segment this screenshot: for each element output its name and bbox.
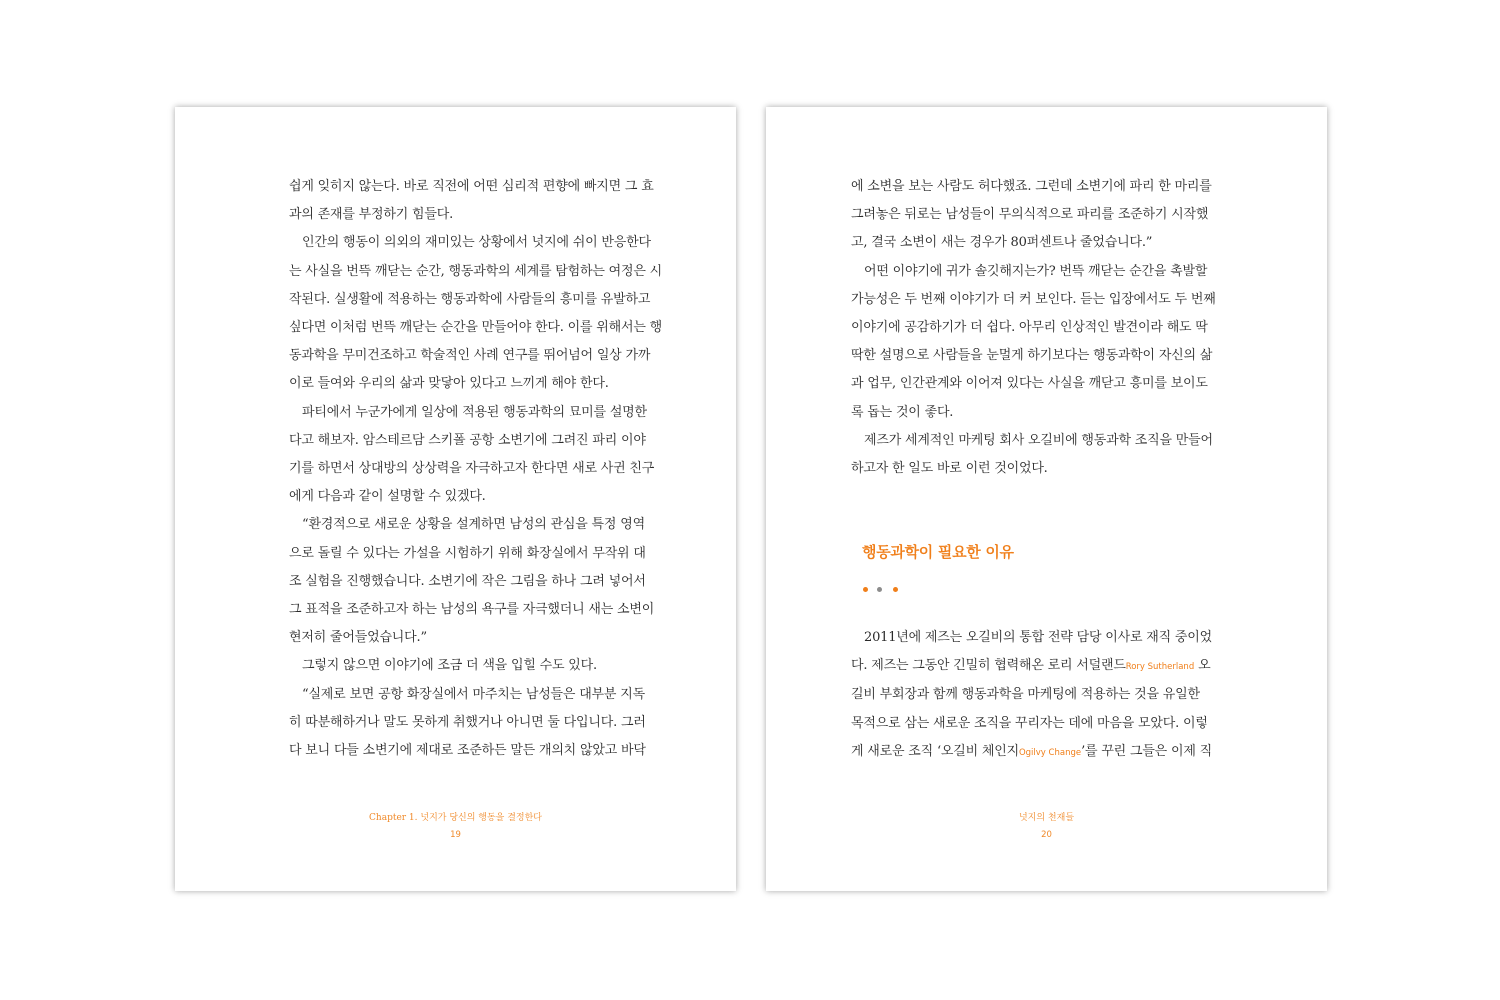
left-page [175, 107, 736, 891]
text-line: 그렇지 않으면 이야기에 조금 더 색을 입힐 수도 있다. [302, 658, 597, 674]
text-line: 하고자 한 일도 바로 이런 것이었다. [851, 461, 1048, 477]
text-line: 현저히 줄어들었습니다.” [289, 630, 427, 646]
text-line: 그 표적을 조준하고자 하는 남성의 욕구를 자극했더니 새는 소변이 [289, 602, 655, 618]
text-line: “환경적으로 새로운 상황을 설계하면 남성의 관심을 특정 영역 [302, 517, 645, 533]
text-line: 인간의 행동이 의외의 재미있는 상황에서 넛지에 쉬이 반응한다 [302, 235, 651, 251]
left-page-body [289, 173, 662, 765]
running-title: Chapter 1. 넛지가 당신의 행동을 결정한다 [369, 813, 542, 823]
text-line: 록 돕는 것이 좋다. [851, 404, 954, 420]
text-line: 에 소변을 보는 사람도 허다했죠. 그런데 소변기에 파리 한 마리를 [851, 179, 1212, 194]
text-line: 동과학을 무미건조하고 학술적인 사례 연구를 뛰어넘어 일상 가까 [289, 348, 651, 364]
text-span: 다. 제즈는 그동안 긴밀히 협력해온 로리 서덜랜드 [851, 658, 1126, 674]
gray-dot-icon [877, 587, 882, 592]
text-line: 이야기에 공감하기가 더 쉽다. 아무리 인상적인 발견이라 해도 딱 [851, 320, 1208, 336]
text-line: 그려놓은 뒤로는 남성들이 무의식적으로 파리를 조준하기 시작했 [851, 207, 1209, 223]
text-line: 으로 돌릴 수 있다는 가설을 시험하기 위해 화장실에서 무작위 대 [289, 545, 646, 561]
text-line: 히 따분해하거나 말도 못하게 취했거나 아니면 둘 다입니다. 그러 [289, 714, 646, 730]
text-span: ’를 꾸린 그들은 이제 직 [1081, 743, 1212, 759]
text-line: “실제로 보면 공항 화장실에서 마주치는 남성들은 대부분 지독 [302, 686, 645, 702]
text-line: 과의 존재를 부정하기 힘들다. [289, 207, 454, 223]
section-heading: 행동과학이 필요한 이유 [862, 543, 1014, 561]
text-line: 다 보니 다들 소변기에 제대로 조준하든 말든 개의치 않았고 바닥 [289, 743, 646, 759]
text-line: 작된다. 실생활에 적용하는 행동과학에 사람들의 흥미를 유발하고 [289, 291, 651, 307]
text-line: 길비 부회장과 함께 행동과학을 마케팅에 적용하는 것을 유일한 [851, 687, 1200, 703]
page-footer [766, 810, 1327, 844]
page-number: 19 [450, 830, 461, 840]
text-line: 는 사실을 번뜩 깨닫는 순간, 행동과학의 세계를 탐험하는 여정은 시 [289, 263, 662, 279]
text-line: 제즈가 세계적인 마케팅 회사 오길비에 행동과학 조직을 만들어 [864, 432, 1213, 448]
text-line [851, 652, 1217, 681]
text-line [851, 738, 1217, 767]
text-line: 목적으로 삼는 새로운 조직을 꾸리자는 데에 마음을 모았다. 이렇 [851, 715, 1208, 731]
text-line: 조 실험을 진행했습니다. 소변기에 작은 그림을 하나 그려 넣어서 [289, 573, 646, 589]
page-number: 20 [1041, 830, 1052, 840]
page-footer [175, 810, 736, 844]
english-name: Rory Sutherland [1125, 662, 1195, 673]
text-line: 과 업무, 인간관계와 이어져 있다는 사실을 깨닫고 흥미를 보이도 [851, 376, 1208, 392]
right-page-body [851, 173, 1217, 483]
text-line: 파티에서 누군가에게 일상에 적용된 행동과학의 묘미를 설명한 [302, 404, 647, 420]
text-line: 다고 해보자. 암스테르담 스키폴 공항 소변기에 그려진 파리 이야 [289, 432, 646, 448]
section-body [851, 624, 1217, 767]
text-line: 이로 들여와 우리의 삶과 맞닿아 있다고 느끼게 해야 한다. [289, 376, 609, 392]
text-line: 가능성은 두 번째 이야기가 더 커 보인다. 듣는 입장에서도 두 번째 [851, 291, 1216, 307]
orange-dot-icon [893, 587, 898, 592]
text-span: 오 [1194, 658, 1211, 674]
text-span: 게 새로운 조직 ‘오길비 체인지 [851, 743, 1019, 759]
english-name: Ogilvy Change [1018, 747, 1082, 758]
text-line: 딱한 설명으로 사람들을 눈멀게 하기보다는 행동과학이 자신의 삶 [851, 348, 1213, 364]
text-line: 싶다면 이처럼 번뜩 깨닫는 순간을 만들어야 한다. 이를 위해서는 행 [289, 320, 662, 336]
text-line: 어떤 이야기에 귀가 솔깃해지는가? 번뜩 깨닫는 순간을 촉발할 [864, 263, 1208, 279]
orange-dot-icon [863, 587, 868, 592]
text-line: 기를 하면서 상대방의 상상력을 자극하고자 한다면 새로 사귄 친구 [289, 461, 655, 477]
text-line: 에게 다음과 같이 설명할 수 있겠다. [289, 489, 486, 505]
text-line: 쉽게 잊히지 않는다. 바로 직전에 어떤 심리적 편향에 빠지면 그 효 [289, 179, 654, 194]
right-page [766, 107, 1327, 891]
text-line: 2011년에 제즈는 오길비의 통합 전략 담당 이사로 재직 중이었 [864, 630, 1212, 645]
text-line: 고, 결국 소변이 새는 경우가 80퍼센트나 줄었습니다.” [851, 235, 1153, 251]
running-title: 넛지의 천재들 [1018, 813, 1075, 823]
